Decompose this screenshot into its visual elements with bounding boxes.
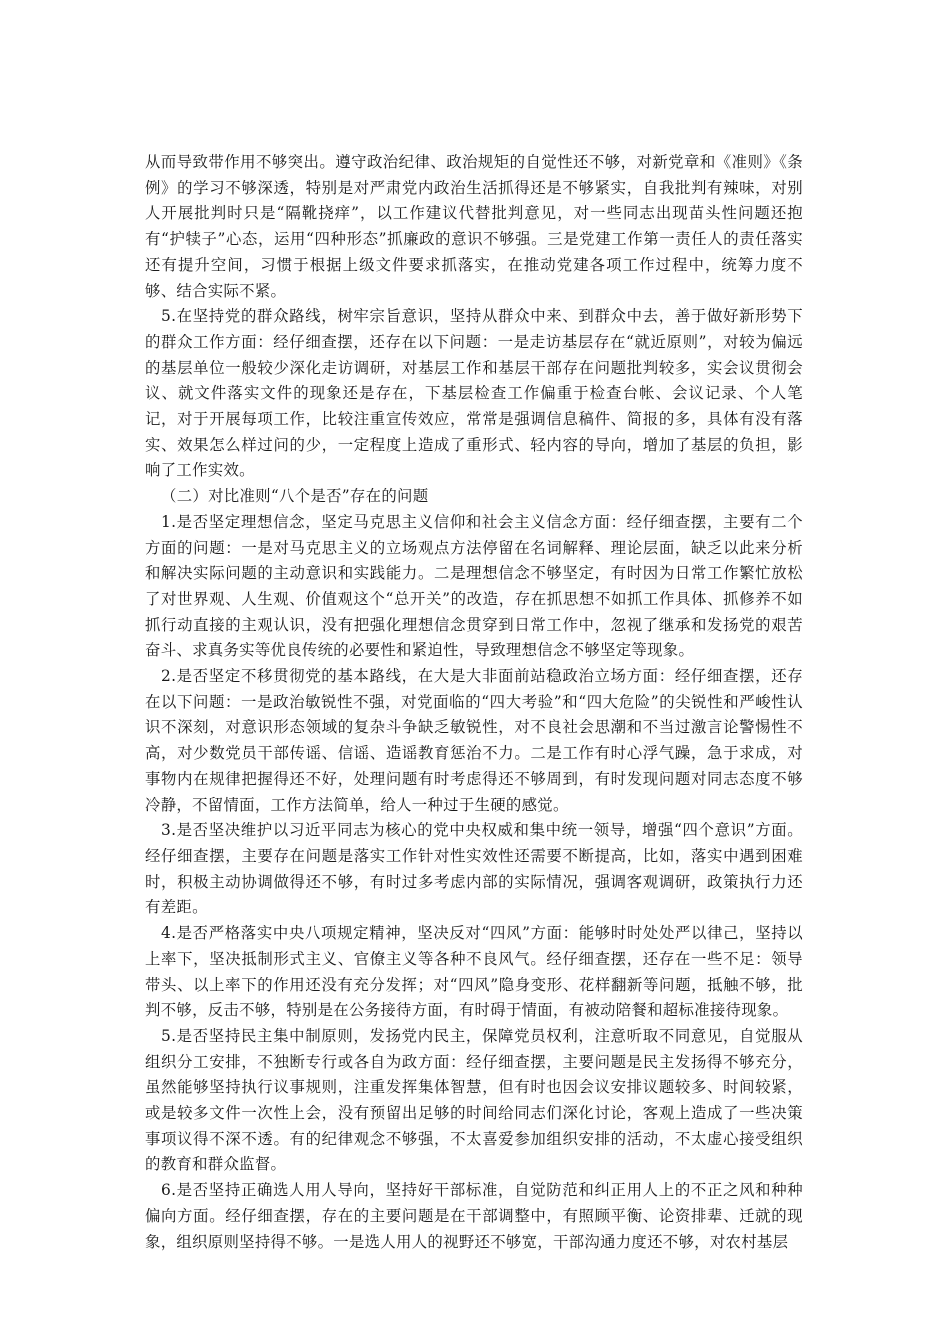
paragraph-7: 5.是否坚持民主集中制原则，发扬党内民主，保障党员权利，注意听取不同意见，自觉服从组织分工安排，不独断专行或各自为政方面：经仔细查摆，主要问题是民主发扬得不够充分，虽然能够坚持执行议事规则，注重发挥集体智慧，但有时也因会议安排议题较多、时间较紧，或是较多文件一次性上会，没有预留出足够的时间给同志们深化讨论，客观上造成了一些决策事项议得不深不透。有的纪律观念不够强，不太喜爱参加组织安排的活动，不太虚心接受组织的教育和群众监督。 [145,1026,803,1174]
paragraph-8: 6.是否坚持正确选人用人导向，坚持好干部标准，自觉防范和纠正用人上的不正之风和种种偏向方面。经仔细查摆，存在的主要问题是在干部调整中，有照顾平衡、论资排辈、迁就的现象，组织原则坚持得不够。一是选人用人的视野还不够宽，干部沟通力度还不够，对农村基层 [145,1181,803,1251]
paragraph-1: 从而导致带作用不够突出。遵守政治纪律、政治规矩的自觉性还不够，对新党章和《准则》《条例》的学习不够深透，特别是对严肃党内政治生活抓得还是不够紧实，自我批判有辣味，对别人开展批判时只是“隔靴挠痒”，以工作建议代替批判意见，对一些同志出现苗头性问题还抱有“护犊子”心态，运用“四种形态”抓廉政的意识不够强。三是党建工作第一责任人的责任落实还有提升空间，习惯于根据上级文件要求抓落实，在推动党建各项工作过程中，统筹力度不够、结合实际不紧。 [145,153,803,300]
paragraph-2: 5.在坚持党的群众路线，树牢宗旨意识，坚持从群众中来、到群众中去，善于做好新形势下的群众工作方面：经仔细查摆，还存在以下问题：一是走访基层存在“就近原则”，对较为偏远的基层单位一般较少深化走访调研，对基层工作和基层干部存在问题批判较多，实会议贯彻会议、就文件落实文件的现象还是存在，下基层检查工作偏重于检查台帐、会议记录、个人笔记，对于开展每项工作，比较注重宣传效应，常常是强调信息稿件、简报的多，具体有没有落实、效果怎么样过问的少，一定程度上造成了重形式、轻内容的导向，增加了基层的负担，影响了工作实效。 [145,307,803,480]
paragraph-4: 2.是否坚定不移贯彻党的基本路线，在大是大非面前站稳政治立场方面：经仔细查摆，还存在以下问题：一是政治敏锐性不强，对党面临的“四大考验”和“四大危险”的尖锐性和严峻性认识不深刻，对意识形态领域的复杂斗争缺乏敏锐性，对不良社会思潮和不当过激言论警惕性不高，对少数党员干部传谣、信谣、造谣教育惩治不力。二是工作有时心浮气躁，急于求成，对事物内在规律把握得还不好，处理问题有时考虑得还不够周到，有时发现问题对同志态度不够冷静，不留情面，工作方法简单，给人一种过于生硬的感觉。 [145,667,803,814]
paragraph-6: 4.是否严格落实中央八项规定精神，坚决反对“四风”方面：能够时时处处严以律己，坚持以上率下，坚决抵制形式主义、官僚主义等各种不良风气。经仔细查摆，还存在一些不足：领导带头、以上率下的作用还没有充分发挥；对“四风”隐身变形、花样翻新等问题，抵触不够，批判不够，反击不够，特别是在公务接待方面，有时碍于情面，有被动陪餐和超标准接待现象。 [145,924,803,1020]
paragraph-3: 1.是否坚定理想信念，坚定马克思主义信仰和社会主义信念方面：经仔细查摆，主要有二个方面的问题：一是对马克思主义的立场观点方法停留在名词解释、理论层面，缺乏以此来分析和解决实际问题的主动意识和实践能力。二是理想信念不够坚定，有时因为日常工作繁忙放松了对世界观、人生观、价值观这个“总开关”的改造，存在抓思想不如抓工作具体、抓修养不如抓行动直接的主观认识，没有把强化理想信念贯穿到日常工作中，忽视了继承和发扬党的艰苦奋斗、求真务实等优良传统的必要性和紧迫性，导致理想信念不够坚定等现象。 [145,512,803,660]
document-page [145,150,803,1255]
section-heading: （二）对比准则“八个是否”存在的问题 [161,487,429,506]
paragraph-5: 3.是否坚决维护以习近平同志为核心的党中央权威和集中统一领导，增强“四个意识”方面。经仔细查摆，主要存在问题是落实工作针对性实效性还需要不断提高，比如，落实中遇到困难时，积极主动协调做得还不够，有时过多考虑内部的实际情况，强调客观调研，政策执行力还有差距。 [145,821,803,917]
